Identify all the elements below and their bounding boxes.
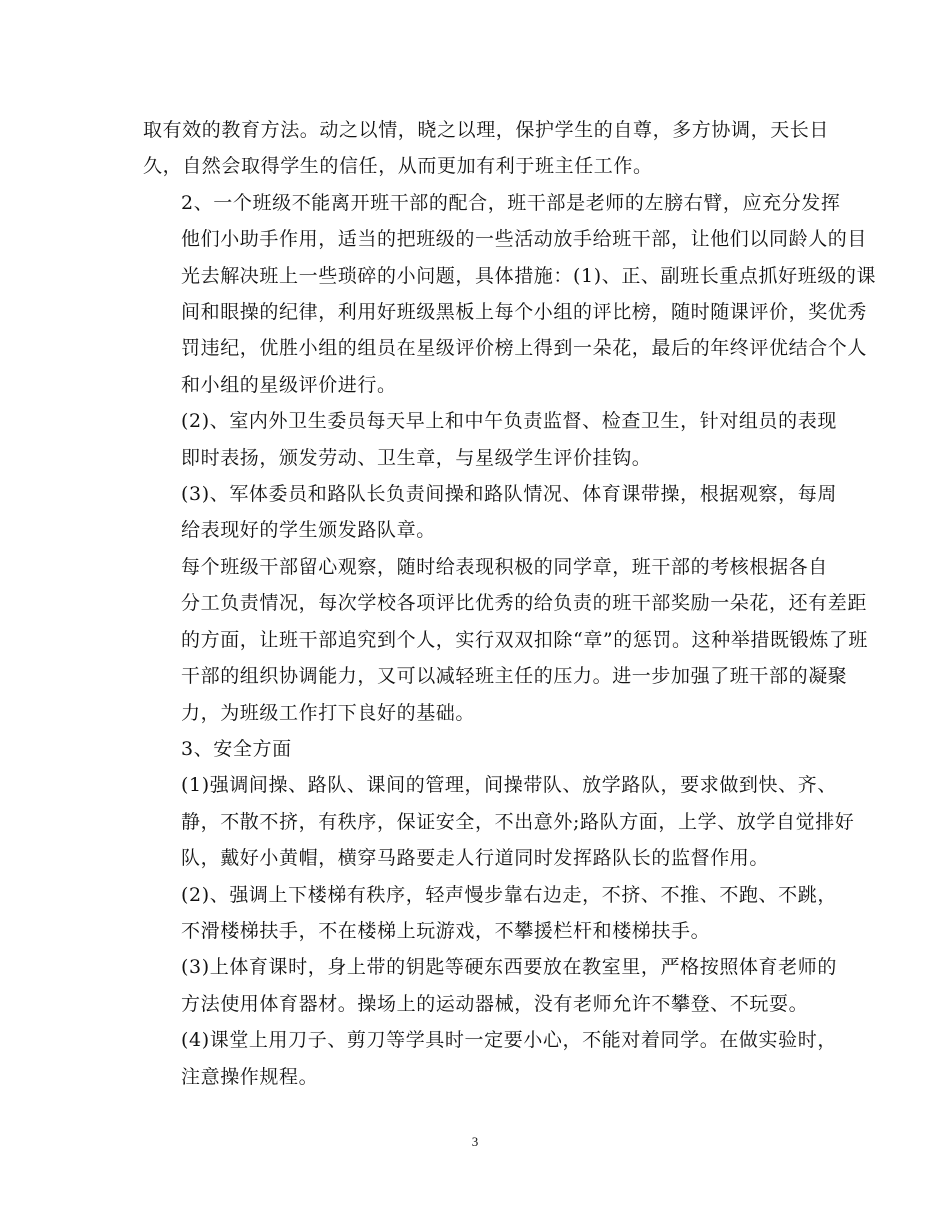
paragraph (143, 185, 877, 403)
text-line: 不滑楼梯扶手，不在楼梯上玩游戏，不攀援栏杆和楼梯扶手。 (181, 919, 711, 942)
text-line: (2)、强调上下楼梯有秩序，轻声慢步靠右边走，不挤、不推、不跑、不跳， (181, 883, 837, 906)
text-line: (4)课堂上用刀子、剪刀等学具时一定要小心，不能对着同学。在做实验时， (181, 1029, 837, 1052)
text-line: 即时表扬，颁发劳动、卫生章，与星级学生评价挂钩。 (181, 446, 652, 469)
document-body (143, 112, 877, 1095)
text-line: 干部的组织协调能力，又可以减轻班主任的压力。进一步加强了班干部的凝聚 (181, 665, 848, 688)
text-line: 罚违纪，优胜小组的组员在星级评价榜上得到一朵花，最后的年终评优结合个人 (181, 337, 868, 360)
paragraph (143, 949, 837, 1022)
text-line: 静，不散不挤，有秩序，保证安全，不出意外;路队方面，上学、放学自觉排好 (181, 810, 855, 833)
text-line: 3、安全方面 (181, 737, 292, 760)
paragraph (143, 877, 837, 950)
text-line: 2、一个班级不能离开班干部的配合，班干部是老师的左膀右臂，应充分发挥 (181, 191, 841, 214)
text-line: (1)强调间操、路队、课间的管理，间操带队、放学路队，要求做到快、齐、 (181, 774, 837, 797)
text-line: 光去解决班上一些琐碎的小问题，具体措施：(1)、正、副班长重点抓好班级的课 (181, 264, 877, 287)
text-line: (3)、军体委员和路队长负责间操和路队情况、体育课带操，根据观察，每周 (181, 483, 837, 506)
text-line: 注意操作规程。 (181, 1065, 319, 1088)
paragraph (143, 767, 855, 876)
text-line: 方法使用体育器材。操场上的运动器械，没有老师允许不攀登、不玩耍。 (181, 992, 809, 1015)
text-line: 取有效的教育方法。动之以情，晓之以理，保护学生的自尊，多方协调，天长日 (143, 119, 830, 141)
paragraph (143, 549, 869, 731)
text-line: 和小组的星级评价进行。 (181, 373, 397, 396)
text-line: (3)上体育课时，身上带的钥匙等硬东西要放在教室里，严格按照体育老师的 (181, 956, 837, 979)
paragraph (143, 731, 808, 767)
text-line: 他们小助手作用，适当的把班级的一些活动放手给班干部，让他们以同龄人的目 (181, 228, 868, 251)
text-line: 间和眼操的纪律，利用好班级黑板上每个小组的评比榜，随时随课评价，奖优秀 (181, 301, 868, 324)
text-line: 久，自然会取得学生的信任，从而更加有利于班主任工作。 (143, 155, 653, 178)
text-line: 每个班级干部留心观察，随时给表现积极的同学章，班干部的考核根据各自 (181, 555, 828, 578)
page-number: 3 (471, 1134, 479, 1149)
text-line: (2)、室内外卫生委员每天早上和中午负责监督、检查卫生，针对组员的表现 (181, 410, 837, 433)
paragraph (143, 1022, 837, 1095)
paragraph (143, 112, 830, 185)
paragraph (143, 403, 837, 476)
text-line: 的方面，让班干部追究到个人，实行双双扣除“章”的惩罚。这种举措既锻炼了班 (181, 628, 869, 651)
text-line: 力，为班级工作打下良好的基础。 (181, 701, 476, 724)
text-line: 分工负责情况，每次学校各项评比优秀的给负责的班干部奖励一朵花，还有差距 (181, 592, 868, 615)
paragraph (143, 476, 837, 549)
text-line: 给表现好的学生颁发路队章。 (181, 519, 436, 542)
text-line: 队，戴好小黄帽，横穿马路要走人行道同时发挥路队长的监督作用。 (181, 847, 770, 870)
